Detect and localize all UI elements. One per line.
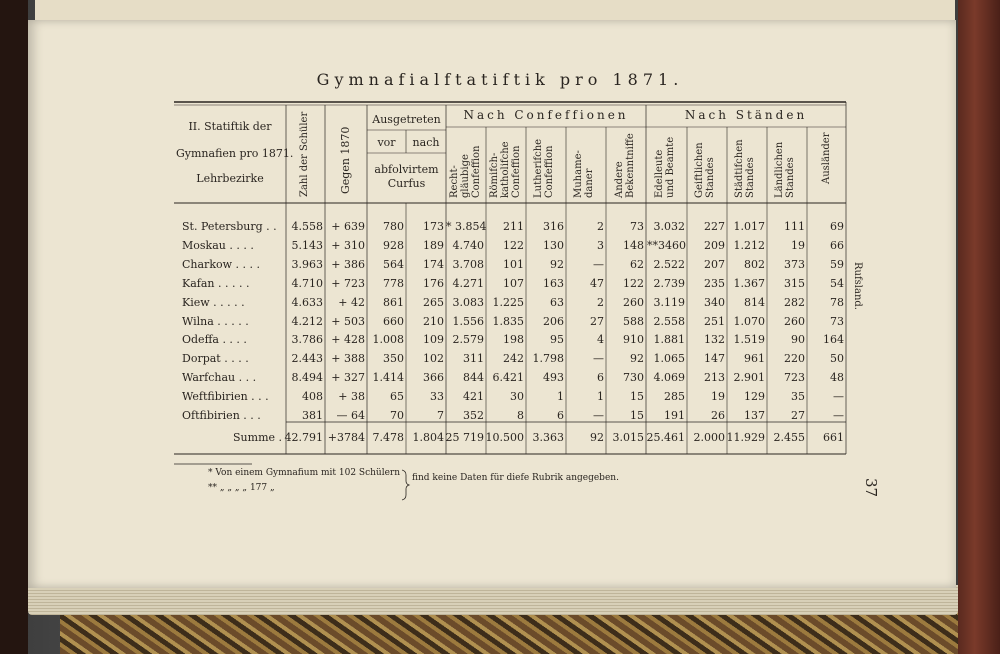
table-cell: 2.579 <box>452 333 484 346</box>
table-cell: 723 <box>784 371 805 384</box>
table-cell: — <box>593 409 604 422</box>
table-cell: 54 <box>830 277 844 290</box>
table-cell: 366 <box>423 371 444 384</box>
table-cell: 173 <box>423 220 444 233</box>
table-cell: 1.017 <box>733 220 765 233</box>
table-cell: 148 <box>623 239 644 252</box>
row-district-name: Kiew . . . . . <box>182 296 245 309</box>
table-cell: 844 <box>463 371 484 384</box>
summe-cell: 7.478 <box>372 431 404 444</box>
table-cell: 7 <box>437 409 444 422</box>
header-conf-other: Andere Bekenntniffe <box>614 133 636 198</box>
header-stand-clergy: Geiftlichen Standes <box>694 142 716 198</box>
table-cell: 1 <box>557 390 564 403</box>
header-gegen: Gegen 1870 <box>339 126 352 194</box>
table-cell: 206 <box>543 315 564 328</box>
header-ausgetreten: Ausgetreten <box>372 113 441 126</box>
table-cell: 33 <box>430 390 444 403</box>
table-cell: 73 <box>830 315 844 328</box>
summe-cell: 92 <box>590 431 604 444</box>
summe-cell: 10.500 <box>485 431 524 444</box>
table-cell: 174 <box>423 258 444 271</box>
row-district-name: Kafan . . . . . <box>182 277 250 290</box>
table-cell: 122 <box>623 277 644 290</box>
table-cell: 78 <box>830 296 844 309</box>
table-cell: 227 <box>704 220 725 233</box>
table-cell: 59 <box>830 258 844 271</box>
table-cell: 130 <box>543 239 564 252</box>
table-cell: 73 <box>630 220 644 233</box>
table-cell: 15 <box>630 409 644 422</box>
row-district-name: Warfchau . . . <box>182 371 257 384</box>
table-cell: 47 <box>590 277 604 290</box>
table-cell: 340 <box>704 296 725 309</box>
table-cell: 910 <box>623 333 644 346</box>
table-cell: 220 <box>784 352 805 365</box>
header-staenden: Nach Ständen <box>684 108 808 122</box>
table-cell: 3.708 <box>452 258 484 271</box>
table-cell: * 3.854 <box>446 220 487 233</box>
table-cell: 861 <box>383 296 404 309</box>
table-cell: 265 <box>423 296 444 309</box>
table-cell: 4.558 <box>291 220 323 233</box>
table-cell: 1.008 <box>372 333 404 346</box>
table-cell: — <box>833 409 844 422</box>
table-cell: 213 <box>704 371 725 384</box>
table-cell: 109 <box>423 333 444 346</box>
summe-cell: 11.929 <box>726 431 765 444</box>
table-cell: 588 <box>623 315 644 328</box>
table-cell: + 38 <box>338 390 365 403</box>
row-district-name: Moskau . . . . <box>182 239 254 252</box>
header-zahl: Zahl der Schüler <box>299 111 310 197</box>
table-cell: 69 <box>830 220 844 233</box>
table-cell: 92 <box>630 352 644 365</box>
table-cell: 2.522 <box>653 258 685 271</box>
table-cell: 101 <box>503 258 524 271</box>
header-conf-lutheran: Lutherifche Confeffion <box>533 138 555 198</box>
table-cell: 2.739 <box>653 277 685 290</box>
row-district-name: Oftfibirien . . . <box>182 409 261 422</box>
table-cell: 4 <box>597 333 604 346</box>
table-cell: + 42 <box>338 296 365 309</box>
table-cell: + 639 <box>331 220 365 233</box>
row-district-name: Wilna . . . . . <box>182 315 249 328</box>
table-cell: + 310 <box>331 239 365 252</box>
table-cell: 70 <box>390 409 404 422</box>
table-cell: 408 <box>302 390 323 403</box>
table-cell: 90 <box>791 333 805 346</box>
table-cell: 260 <box>623 296 644 309</box>
table-cell: 381 <box>302 409 323 422</box>
table-cell: 1.070 <box>733 315 765 328</box>
table-cell: 1.881 <box>653 333 685 346</box>
table-cell: 3.963 <box>291 258 323 271</box>
table-cell: — 64 <box>336 409 365 422</box>
summe-cell: 25 719 <box>445 431 484 444</box>
header-stand-foreign: Ausländer <box>821 132 832 184</box>
table-cell: 35 <box>791 390 805 403</box>
table-cell: 92 <box>550 258 564 271</box>
table-cell: 251 <box>704 315 725 328</box>
footnote-2: ** „ „ „ „ 177 „ <box>208 483 275 493</box>
table-cell: + 428 <box>331 333 365 346</box>
table-cell: 147 <box>704 352 725 365</box>
table-cell: 62 <box>630 258 644 271</box>
table-cell: 4.710 <box>291 277 323 290</box>
table-cell: 137 <box>744 409 765 422</box>
table-cell: 191 <box>664 409 685 422</box>
footnote-note: find keine Daten für diefe Rubrik angegeben. <box>412 473 619 483</box>
table-cell: 1.065 <box>653 352 685 365</box>
summe-cell: 25.461 <box>646 431 685 444</box>
table-cell: 961 <box>744 352 765 365</box>
table-cell: 2.901 <box>733 371 765 384</box>
table-cell: **3460 <box>647 239 686 252</box>
table-cell: 3.786 <box>291 333 323 346</box>
table-cell: 189 <box>423 239 444 252</box>
table-cell: 207 <box>704 258 725 271</box>
table-cell: 111 <box>784 220 805 233</box>
page-number: 37 <box>862 478 880 498</box>
table-cell: 260 <box>784 315 805 328</box>
header-district-1: II. Statiftik der <box>188 120 272 133</box>
table-cell: + 723 <box>331 277 365 290</box>
table-cell: + 386 <box>331 258 365 271</box>
table-cell: 65 <box>390 390 404 403</box>
table-cell: 26 <box>711 409 725 422</box>
header-district-2: Gymnafien pro 1871. <box>176 147 294 160</box>
summe-cell: 661 <box>823 431 844 444</box>
table-cell: 4.633 <box>291 296 323 309</box>
summe-cell: 1.804 <box>412 431 444 444</box>
table-cell: 802 <box>744 258 765 271</box>
table-cell: 122 <box>503 239 524 252</box>
row-district-name: St. Petersburg . . <box>182 220 277 233</box>
table-cell: 4.069 <box>653 371 685 384</box>
table-cell: 1.212 <box>733 239 765 252</box>
header-vor: vor <box>377 136 396 149</box>
table-cell: 164 <box>823 333 844 346</box>
table-cell: 2 <box>597 220 604 233</box>
table-cell: 1.835 <box>492 315 524 328</box>
table-cell: 3 <box>597 239 604 252</box>
table-cell: 63 <box>550 296 564 309</box>
table-cell: 107 <box>503 277 524 290</box>
summe-cell: 3.363 <box>532 431 564 444</box>
table-cell: 30 <box>510 390 524 403</box>
row-district-name: Charkow . . . . <box>182 258 260 271</box>
row-district-name: Weftfibirien . . . <box>182 390 269 403</box>
table-cell: 4.212 <box>291 315 323 328</box>
table-cell: 493 <box>543 371 564 384</box>
summe-label: Summe . <box>233 431 282 444</box>
summe-cell: +3784 <box>327 431 365 444</box>
summe-cell: 3.015 <box>612 431 644 444</box>
row-district-name: Odeffa . . . . <box>182 333 247 346</box>
header-nach: nach <box>412 136 440 149</box>
table-cell: 6.421 <box>492 371 524 384</box>
table-cell: 19 <box>791 239 805 252</box>
header-absolviertem-2: Curfus <box>387 177 426 190</box>
row-district-name: Dorpat . . . . <box>182 352 249 365</box>
table-cell: 1 <box>597 390 604 403</box>
table-cell: + 503 <box>331 315 365 328</box>
table-cell: 1.367 <box>733 277 765 290</box>
table-cell: 1.414 <box>372 371 404 384</box>
table-cell: 163 <box>543 277 564 290</box>
table-cell: — <box>593 258 604 271</box>
header-conf-catholic: Römifch- katholifche Confeffion <box>489 141 522 198</box>
table-cell: 102 <box>423 352 444 365</box>
table-cell: — <box>593 352 604 365</box>
table-cell: 242 <box>503 352 524 365</box>
table-cell: 6 <box>557 409 564 422</box>
table-cell: 5.143 <box>291 239 323 252</box>
table-cell: 3.119 <box>653 296 685 309</box>
table-cell: 311 <box>463 352 484 365</box>
table-cell: 285 <box>664 390 685 403</box>
header-stand-rural: Ländlichen Standes <box>774 141 796 198</box>
header-conf-orthodox: Recht- gläubige Confeffion <box>449 145 482 198</box>
table-cell: 2 <box>597 296 604 309</box>
table-cell: 928 <box>383 239 404 252</box>
header-district-3: Lehrbezirke <box>196 172 264 185</box>
table-cell: 814 <box>744 296 765 309</box>
table-cell: 48 <box>830 371 844 384</box>
table-cell: 2.443 <box>291 352 323 365</box>
summe-cell: 2.000 <box>693 431 725 444</box>
table-cell: 1.556 <box>452 315 484 328</box>
table-cell: 132 <box>704 333 725 346</box>
table-cell: 778 <box>383 277 404 290</box>
table-cell: 2.558 <box>653 315 685 328</box>
table-cell: 129 <box>744 390 765 403</box>
table-cell: 352 <box>463 409 484 422</box>
table-cell: 198 <box>503 333 524 346</box>
side-running-head: Rufsland. <box>852 262 863 310</box>
table-cell: 4.271 <box>452 277 484 290</box>
table-cell: 1.798 <box>532 352 564 365</box>
table-cell: 66 <box>830 239 844 252</box>
table-cell: 8 <box>517 409 524 422</box>
table-cell: 316 <box>543 220 564 233</box>
table-cell: 3.032 <box>653 220 685 233</box>
table-cell: 6 <box>597 371 604 384</box>
table-cell: 19 <box>711 390 725 403</box>
table-cell: 27 <box>590 315 604 328</box>
table-cell: + 388 <box>331 352 365 365</box>
footnote-brace <box>402 470 409 500</box>
table-cell: 27 <box>791 409 805 422</box>
header-confessionen: Nach Confeffionen <box>463 108 629 122</box>
table-cell: 730 <box>623 371 644 384</box>
header-stand-urban: Städtifchen Standes <box>734 139 756 198</box>
table-cell: 209 <box>704 239 725 252</box>
summe-cell: 2.455 <box>773 431 805 444</box>
table-cell: 50 <box>830 352 844 365</box>
table-cell: — <box>833 390 844 403</box>
table-cell: 564 <box>383 258 404 271</box>
table-cell: 8.494 <box>291 371 323 384</box>
table-cell: 3.083 <box>452 296 484 309</box>
table-cell: 1.225 <box>492 296 524 309</box>
table-cell: 176 <box>423 277 444 290</box>
summe-cell: 42.791 <box>284 431 323 444</box>
header-conf-muslim: Muhame- daner <box>573 150 595 198</box>
table-cell: + 327 <box>331 371 365 384</box>
table-cell: 350 <box>383 352 404 365</box>
footnote-1: * Von einem Gymnafium mit 102 Schülern <box>208 468 401 478</box>
table-cell: 235 <box>704 277 725 290</box>
header-absolviertem-1: abfolvirtem <box>374 163 439 176</box>
table-cell: 4.740 <box>452 239 484 252</box>
table-cell: 780 <box>383 220 404 233</box>
table-cell: 210 <box>423 315 444 328</box>
table-cell: 1.519 <box>733 333 765 346</box>
table-cell: 95 <box>550 333 564 346</box>
table-cell: 660 <box>383 315 404 328</box>
page-title: Gymnafialftatiftik pro 1871. <box>316 70 684 89</box>
table-cell: 282 <box>784 296 805 309</box>
table-cell: 315 <box>784 277 805 290</box>
table-cell: 421 <box>463 390 484 403</box>
table-cell: 373 <box>784 258 805 271</box>
table-cell: 15 <box>630 390 644 403</box>
header-stand-nobles: Edelleute und Beamte <box>654 136 676 198</box>
table-cell: 211 <box>503 220 524 233</box>
